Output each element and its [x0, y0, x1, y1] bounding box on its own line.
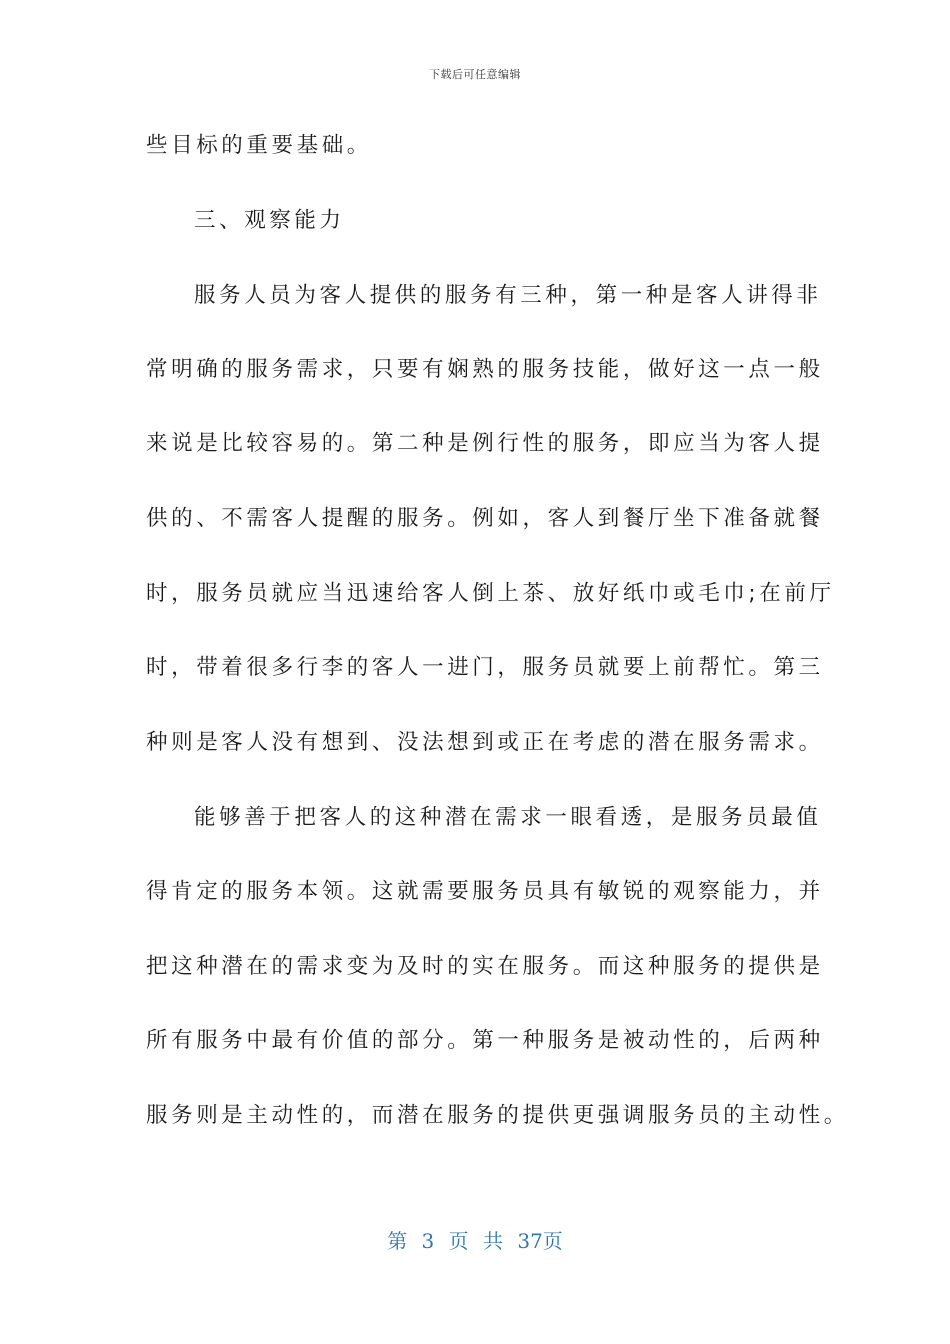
body-line-7: 时，服务员就应当迅速给客人倒上茶、放好纸巾或毛巾;在前厅 — [146, 581, 835, 606]
body-line-8: 时，带着很多行李的客人一进门，服务员就要上前帮忙。第三 — [146, 655, 824, 680]
body-line-3: 服务人员为客人提供的服务有三种，第一种是客人讲得非 — [194, 283, 822, 308]
page-number-footer: 第 3 页 共 37页 — [387, 1229, 563, 1253]
page-header-note: 下载后可任意编辑 — [429, 68, 521, 81]
body-line-9: 种则是客人没有想到、没法想到或正在考虑的潜在服务需求。 — [146, 730, 824, 755]
body-line-13: 所有服务中最有价值的部分。第一种服务是被动性的，后两种 — [146, 1028, 824, 1053]
body-line-11: 得肯定的服务本领。这就需要服务员具有敏锐的观察能力，并 — [146, 879, 824, 904]
body-line-4: 常明确的服务需求，只要有娴熟的服务技能，做好这一点一般 — [146, 357, 824, 382]
body-line-6: 供的、不需客人提醒的服务。例如，客人到餐厅坐下准备就餐 — [146, 506, 824, 531]
body-line-12: 把这种潜在的需求变为及时的实在服务。而这种服务的提供是 — [146, 954, 824, 979]
body-line-14: 服务则是主动性的，而潜在服务的提供更强调服务员的主动性。 — [146, 1103, 849, 1128]
body-line-1: 些目标的重要基础。 — [146, 133, 372, 158]
section-heading: 三、观察能力 — [194, 208, 345, 233]
body-line-10: 能够善于把客人的这种潜在需求一眼看透，是服务员最值 — [194, 805, 822, 830]
body-line-5: 来说是比较容易的。第二种是例行性的服务，即应当为客人提 — [146, 431, 824, 456]
